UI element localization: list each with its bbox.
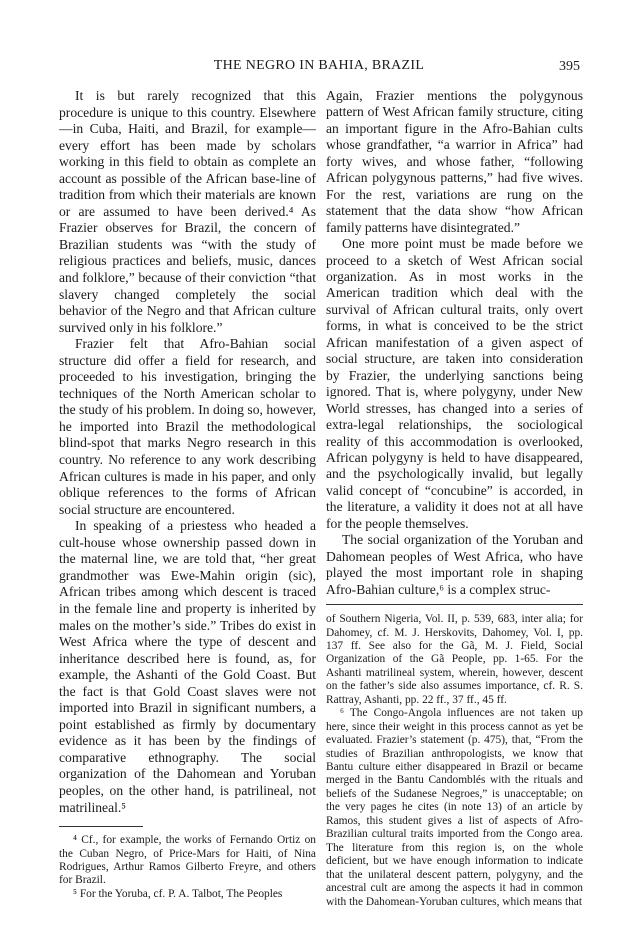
footnote: ⁴ Cf., for example, the works of Fernando Ortiz on the Cuban Negro, of Price-Mars for Haiti, of Nina Rodrigues, Arthur Ramos Gilberto Freyre, and others for Brazil. (59, 834, 316, 887)
body-paragraph: The social organization of the Yoruban and Dahomean peoples of West Africa, who have played the most important role in shaping Afro-Bahian culture,⁶ is a complex struc- (326, 532, 583, 597)
body-paragraph: Again, Frazier mentions the polygynous pattern of West African family structure, citing an important figure in the Afro-Bahian cults whose grandfather, “a warrior in Africa” had forty wives, and whose father, “following African polygynous patterns,” had five wives. For the rest, variations are rung on the statement that the data show “how African family patterns have disintegrated.” (326, 88, 583, 235)
right-column (326, 88, 583, 909)
footnote-rule (326, 604, 583, 605)
body-paragraph: One more point must be made before we proceed to a sketch of West African social organization. As in most works in the American tradition which deal with the survival of African cultural traits, only overt forms, in what is conceived to be the strict African manifestation of a given aspect of social structure, are taken into consideration by Frazier, the underlying sanctions being ignored. That is, where polygyny, under New World stresses, has changed into a series of extra-legal relationships, the sociological reality of this accommodation is overlooked, African polygyny is held to have disappeared, and the psychologically invalid, but legally valid concept of “concubine” is accorded, in the literature, a validity it does not at all have for the people themselves. (326, 236, 583, 531)
page-number: 395 (559, 59, 580, 74)
left-column (59, 88, 316, 901)
body-paragraph: In speaking of a priestess who headed a cult-house whose ownership passed down in the maternal line, we are told that, “her great grandmother was Ewe-Mahin origin (sic), African tribes among which descent is traced in the female line and property is inherited by males on the mother’s side.” Tribes do exist in West Africa where the type of descent and inheritance described here is found, as, for example, the Ashanti of the Gold Coast. But the fact is that Gold Coast slaves were not imported into Brazil in significant numbers, a point established as firmly by documentary evidence as it has been by the findings of comparative ethnography. The social organization of the Dahomean and Yoruban peoples, on the other hand, is patrilineal, not matrilineal.⁵ (59, 518, 316, 815)
footnote-rule (59, 826, 143, 827)
running-title: THE NEGRO IN BAHIA, BRAZIL (213, 58, 425, 73)
page-header (58, 58, 580, 78)
footnote-continuation: of Southern Nigeria, Vol. II, p. 539, 683, inter alia; for Dahomey, cf. M. J. Herskovits, Dahomey, Vol. I, pp. 137 ff. See also for the Gã, M. J. Field, Social Organization of the Gã People, pp. 1-65. For the Ashanti matrilineal system, wherein, however, descent on the father’s side also assumes importance, cf. R. S. Rattray, Ashanti, pp. 22 ff., 37 ff., 45 ff. (326, 613, 583, 706)
body-paragraph: Frazier felt that Afro-Bahian social structure did offer a field for research, and proceeded to his investigation, bringing the techniques of the North American scholar to the study of his problem. In doing so, however, he imported into Brazil the methodological blind-spot that marks Negro research in this country. No reference to any work describing African cultures is made in his paper, and only oblique references to the forms of African social structure are encountered. (59, 336, 316, 517)
body-paragraph: It is but rarely recognized that this procedure is unique to this country. Elsewhere—in Cuba, Haiti, and Brazil, for example—every effort has been made by scholars working in this field to obtain as complete an account as possible of the African base-line of tradition from which their materials are known or are assumed to have been derived.⁴ As Frazier observes for Brazil, the concern of Brazilian students was “with the study of religious practices and beliefs, music, dances and folklore,” because of their conviction “that slavery changed completely the social behavior of the Negro and that African culture survived only in his folklore.” (59, 88, 316, 335)
footnote: ⁵ For the Yoruba, cf. P. A. Talbot, The Peoples (73, 887, 283, 900)
footnote: ⁶ The Congo-Angola influences are not taken up here, since their weight in this process cannot as yet be evaluated. Frazier’s statement (p. 475), that, “From the studies of Brazilian anthropologists, we know that Bantu culture either disappeared in Brazil or became merged in the Bantu Candomblés with the rituals and beliefs of the Sudanese Negroes,” is unacceptable; on the very pages he cites (in note 13) of an article by Ramos, this student gives a list of aspects of Afro-Brazilian cultural traits imported from the Congo area. The literature from this region is, on the whole deficient, but we have enough information to indicate that the unilateral descent pattern, polygyny, and the ancestral cult are among the aspects it had in common with the Dahomean-Yoruban cultures, which means that (326, 707, 583, 908)
